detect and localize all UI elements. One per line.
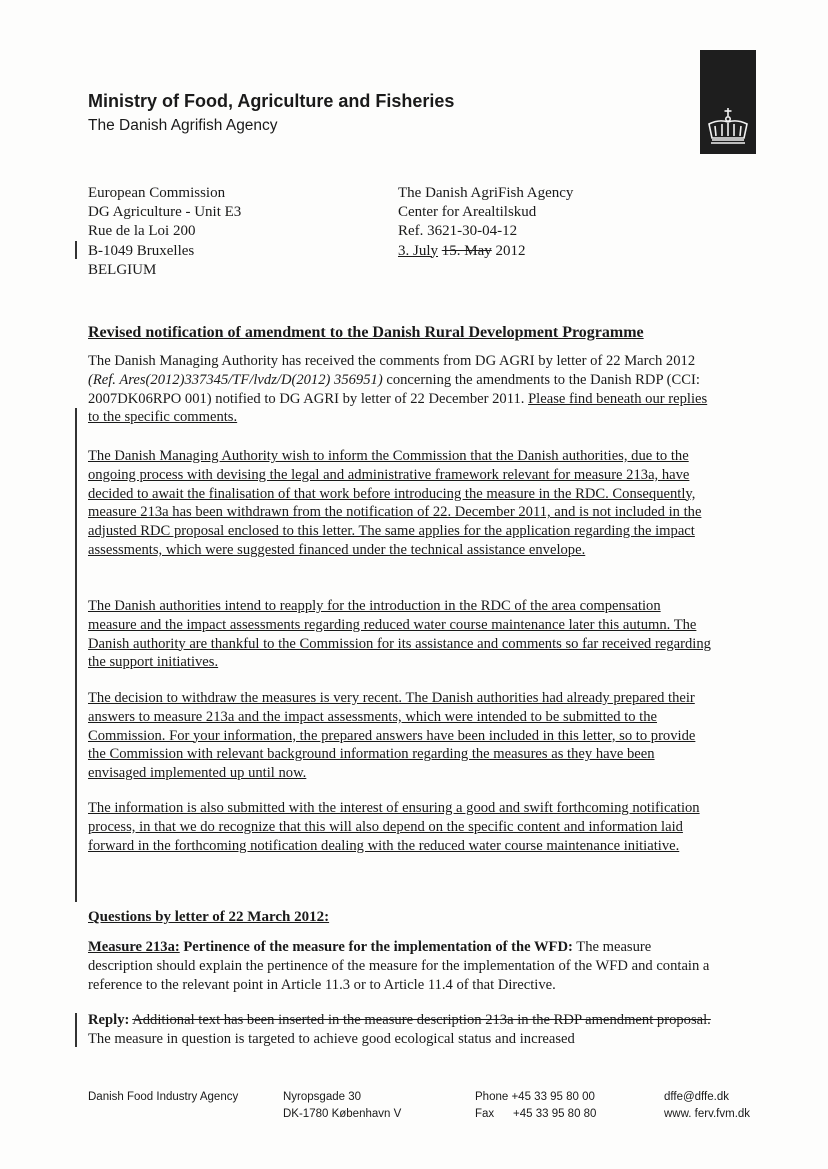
paragraph: The decision to withdraw the measures is very recent. The Danish authorities had already prepared their answers to measure 213a and the impact assessments, which were intended to be submitted to the Commission. For your information, the prepared answers have been included in this letter, so to provide the Commission with relevant background information regarding the measures as they have been envisaged implemented up until now. (88, 690, 696, 782)
fax-label: Fax (475, 1108, 495, 1120)
measure-text: The measure description should explain the pertinence of the measure for the implementation of the WFD and contain a reference to the relevant point in Article 11.3 or to Article 11.4 of that Directive. (88, 939, 710, 993)
recipient-line: Rue de la Loi 200 (88, 223, 196, 240)
intro-text: The Danish Managing Authority has received the comments from DG AGRI by letter of 22 March 2012 (88, 353, 696, 369)
footer-email: dffe@dffe.dk (664, 1091, 729, 1103)
questions-heading: Questions by letter of 22 March 2012: (88, 909, 330, 925)
letter-date (398, 242, 573, 261)
footer-org: Danish Food Industry Agency (88, 1091, 239, 1103)
recipient-line: European Commission (88, 185, 226, 201)
footer-web (664, 1089, 750, 1123)
date-year: 2012 (495, 242, 526, 259)
sender-line: Ref. 3621-30-04-12 (398, 223, 518, 240)
intro-reference: (Ref. Ares(2012)337345/TF/lvdz/D(2012) 356951) (88, 371, 383, 388)
recipient-line: BELGIUM (88, 261, 157, 278)
reply-struck-text: Additional text has been inserted in the measure description 213a in the RDP amendment proposal. (132, 1012, 711, 1028)
measure-label: Measure 213a: (88, 939, 180, 955)
document-title: Revised notification of amendment to the Danish Rural Development Programme (88, 324, 644, 341)
footer-street: Nyropsgade 30 (283, 1091, 361, 1103)
measure-paragraph (88, 938, 712, 994)
sender-address (398, 184, 573, 261)
paragraph: The information is also submitted with the interest of ensuring a good and swift forthcoming notification process, in that we do recognize that this will also depend on the specific content and information laid forward in the forthcoming notification dealing with the reduced water course maintenance initiative. (88, 800, 700, 854)
revision-bar (75, 1013, 77, 1047)
footer-address (283, 1089, 401, 1123)
intro-underlined: Please find beneath our replies to the specific comments. (88, 390, 708, 426)
phone-label: Phone (475, 1091, 509, 1103)
paragraph: The Danish authorities intend to reapply for the introduction in the RDC of the area compensation measure and the impact assessments regarding reduced water course maintenance later this autumn. The Danish authority are thankful to the Commission for its assistance and comments so far received regarding the support initiatives. (88, 598, 711, 671)
recipient-line: DG Agriculture - Unit E3 (88, 204, 242, 221)
measure-heading: Pertinence of the measure for the implementation of the WFD: (183, 939, 573, 955)
footer-contact (475, 1089, 596, 1123)
reply-text: The measure in question is targeted to achieve good ecological status and increased (88, 1030, 575, 1047)
ministry-name: Ministry of Food, Agriculture and Fisheries (88, 91, 455, 111)
revision-bar (75, 408, 77, 902)
fax-number: +45 33 95 80 80 (513, 1108, 597, 1120)
sender-line: Center for Arealtilskud (398, 204, 537, 221)
reply-label: Reply: (88, 1012, 130, 1028)
phone-number: +45 33 95 80 00 (511, 1091, 595, 1103)
royal-crown-icon (700, 50, 756, 154)
sender-line: The Danish AgriFish Agency (398, 185, 574, 201)
revision-bar (75, 241, 77, 259)
recipient-address (88, 184, 241, 280)
intro-paragraph (88, 352, 712, 427)
footer-website: www. ferv.fvm.dk (664, 1108, 751, 1120)
date-old: 15. May (441, 242, 492, 259)
footer-city: DK-1780 København V (283, 1108, 402, 1120)
date-new: 3. July (398, 242, 439, 259)
recipient-line: B-1049 Bruxelles (88, 242, 195, 259)
reply-paragraph (88, 1011, 712, 1049)
paragraph: The Danish Managing Authority wish to inform the Commission that the Danish authorities, due to the ongoing process with devising the legal and administrative framework relevant for measure 213a, have decided to await the finalisation of that work before introducing the measure in the RDC. Consequently, measure 213a has been withdrawn from the notification of 22. December 2011, and is not included in the adjusted RDC proposal enclosed to this letter. The same applies for the application regarding the impact assessments, which were suggested financed under the technical assistance envelope. (88, 448, 702, 558)
agency-name: The Danish Agrifish Agency (88, 117, 278, 134)
intro-text: concerning the amendments to the Danish RDP (CCI: 2007DK06RPO 001) notified to DG AGRI by letter of 22 December 2011. (88, 371, 700, 407)
